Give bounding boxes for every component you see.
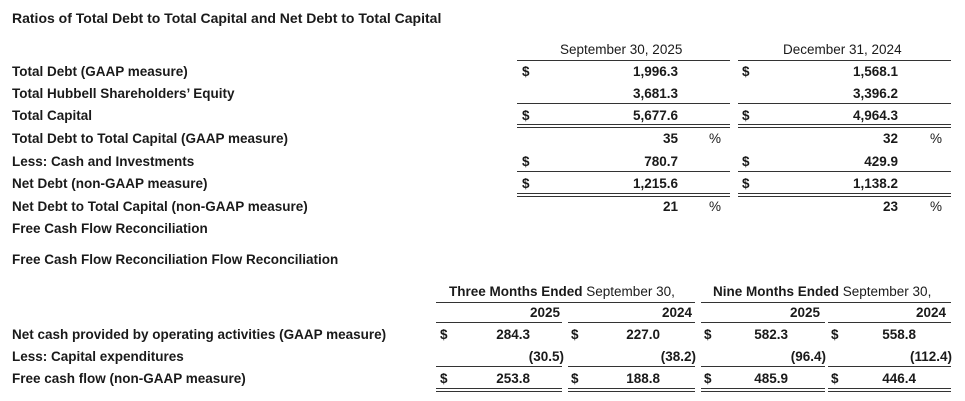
value-total-capital-2024: 4,964.3	[852, 108, 898, 123]
group-header-three-months	[449, 284, 675, 299]
row-label-free-cash-flow: Free cash flow (non-GAAP measure)	[12, 371, 246, 386]
value-operating-cash-9m-2025: 582.3	[754, 327, 788, 342]
year-underline	[436, 322, 562, 323]
value-equity-2024: 3,396.2	[852, 86, 898, 101]
year-header-3m-2025: 2025	[529, 305, 560, 320]
group-header-nine-months	[713, 284, 931, 299]
total-double-line-col1	[517, 124, 730, 128]
row-label-capex: Less: Capital expenditures	[12, 349, 184, 364]
row-label-total-debt: Total Debt (GAAP measure)	[12, 64, 188, 79]
value-total-debt-2024: 1,568.1	[852, 64, 898, 79]
row-label-debt-to-capital: Total Debt to Total Capital (GAAP measure)	[12, 131, 289, 146]
value-total-debt-2025: 1,996.3	[632, 64, 678, 79]
group-header-nine-months-bold: Nine Months Ended	[713, 284, 839, 299]
value-capex-3m-2025: (30.5)	[528, 349, 564, 364]
subtotal-line	[701, 366, 825, 367]
percent-sign: %	[709, 199, 722, 214]
year-header-3m-2024: 2024	[661, 305, 692, 320]
row-label-operating-cash: Net cash provided by operating activities (GAAP measure)	[12, 327, 387, 342]
value-fcf-3m-2024: 188.8	[626, 371, 660, 386]
year-underline	[828, 322, 951, 323]
subtotal-line-col2	[738, 103, 951, 104]
year-header-9m-2025: 2025	[789, 305, 820, 320]
currency-sign: $	[522, 176, 530, 191]
group-header-nine-months-rest: September 30,	[842, 284, 932, 299]
currency-sign: $	[522, 64, 530, 79]
currency-sign: $	[571, 371, 579, 386]
currency-sign: $	[440, 327, 448, 342]
value-operating-cash-3m-2024: 227.0	[626, 327, 660, 342]
row-label-net-debt-to-capital: Net Debt to Total Capital (non-GAAP measure)	[12, 199, 308, 214]
subtotal-line	[436, 366, 562, 367]
value-debt-to-capital-2025: 35	[662, 131, 678, 146]
total-double-line-col2	[738, 193, 951, 197]
subtotal-line	[828, 366, 951, 367]
subtotal-line	[568, 366, 695, 367]
value-capex-3m-2024: (38.2)	[660, 349, 696, 364]
value-net-debt-2025: 1,215.6	[632, 176, 678, 191]
percent-sign: %	[709, 131, 722, 146]
col-header-dec-2024: December 31, 2024	[783, 42, 902, 57]
total-double-line	[701, 388, 825, 392]
year-header-9m-2024: 2024	[915, 305, 946, 320]
year-underline	[568, 322, 695, 323]
year-underline	[701, 322, 825, 323]
total-double-line	[436, 388, 562, 392]
currency-sign: $	[742, 108, 750, 123]
value-net-debt-to-capital-2024: 23	[882, 199, 898, 214]
value-total-capital-2025: 5,677.6	[632, 108, 678, 123]
total-double-line-col1	[517, 193, 730, 197]
value-net-debt-to-capital-2025: 21	[662, 199, 678, 214]
value-operating-cash-9m-2024: 558.8	[882, 327, 916, 342]
currency-sign: $	[704, 327, 712, 342]
subtotal-line-col1	[517, 171, 730, 172]
group-header-three-months-bold: Three Months Ended	[449, 284, 583, 299]
value-cash-2024: 429.9	[864, 154, 898, 169]
value-capex-9m-2024: (112.4)	[909, 349, 952, 364]
currency-sign: $	[742, 176, 750, 191]
value-fcf-9m-2024: 446.4	[882, 371, 916, 386]
table2-title: Free Cash Flow Reconciliation Flow Reconciliation	[12, 252, 339, 267]
value-fcf-3m-2025: 253.8	[496, 371, 530, 386]
col-header-sep-2025: September 30, 2025	[560, 42, 683, 57]
subtotal-line-col1	[517, 103, 730, 104]
value-net-debt-2024: 1,138.2	[852, 176, 898, 191]
value-debt-to-capital-2024: 32	[882, 131, 898, 146]
header-underline-col1	[517, 60, 730, 61]
row-label-total-capital: Total Capital	[12, 108, 93, 123]
currency-sign: $	[831, 327, 839, 342]
total-double-line	[568, 388, 695, 392]
total-double-line	[828, 388, 951, 392]
row-label-cash: Less: Cash and Investments	[12, 154, 195, 169]
header-underline-col2	[738, 60, 951, 61]
currency-sign: $	[571, 327, 579, 342]
percent-sign: %	[930, 199, 943, 214]
value-cash-2025: 780.7	[644, 154, 678, 169]
currency-sign: $	[440, 371, 448, 386]
row-label-net-debt: Net Debt (non-GAAP measure)	[12, 176, 208, 191]
group-underline-nine-months	[701, 302, 951, 303]
row-label-equity: Total Hubbell Shareholders’ Equity	[12, 86, 235, 101]
total-double-line-col2	[738, 124, 951, 128]
currency-sign: $	[742, 64, 750, 79]
subtotal-line-col2	[738, 171, 951, 172]
value-capex-9m-2025: (96.4)	[790, 349, 826, 364]
currency-sign: $	[704, 371, 712, 386]
currency-sign: $	[522, 154, 530, 169]
value-equity-2025: 3,681.3	[632, 86, 678, 101]
value-fcf-9m-2025: 485.9	[754, 371, 788, 386]
group-underline-three-months	[436, 302, 695, 303]
value-operating-cash-3m-2025: 284.3	[496, 327, 530, 342]
currency-sign: $	[831, 371, 839, 386]
currency-sign: $	[742, 154, 750, 169]
table1-title: Ratios of Total Debt to Total Capital and Net Debt to Total Capital	[12, 10, 442, 26]
group-header-three-months-rest: September 30,	[586, 284, 675, 299]
currency-sign: $	[522, 108, 530, 123]
percent-sign: %	[930, 131, 943, 146]
fcf-section-label: Free Cash Flow Reconciliation	[12, 221, 208, 236]
